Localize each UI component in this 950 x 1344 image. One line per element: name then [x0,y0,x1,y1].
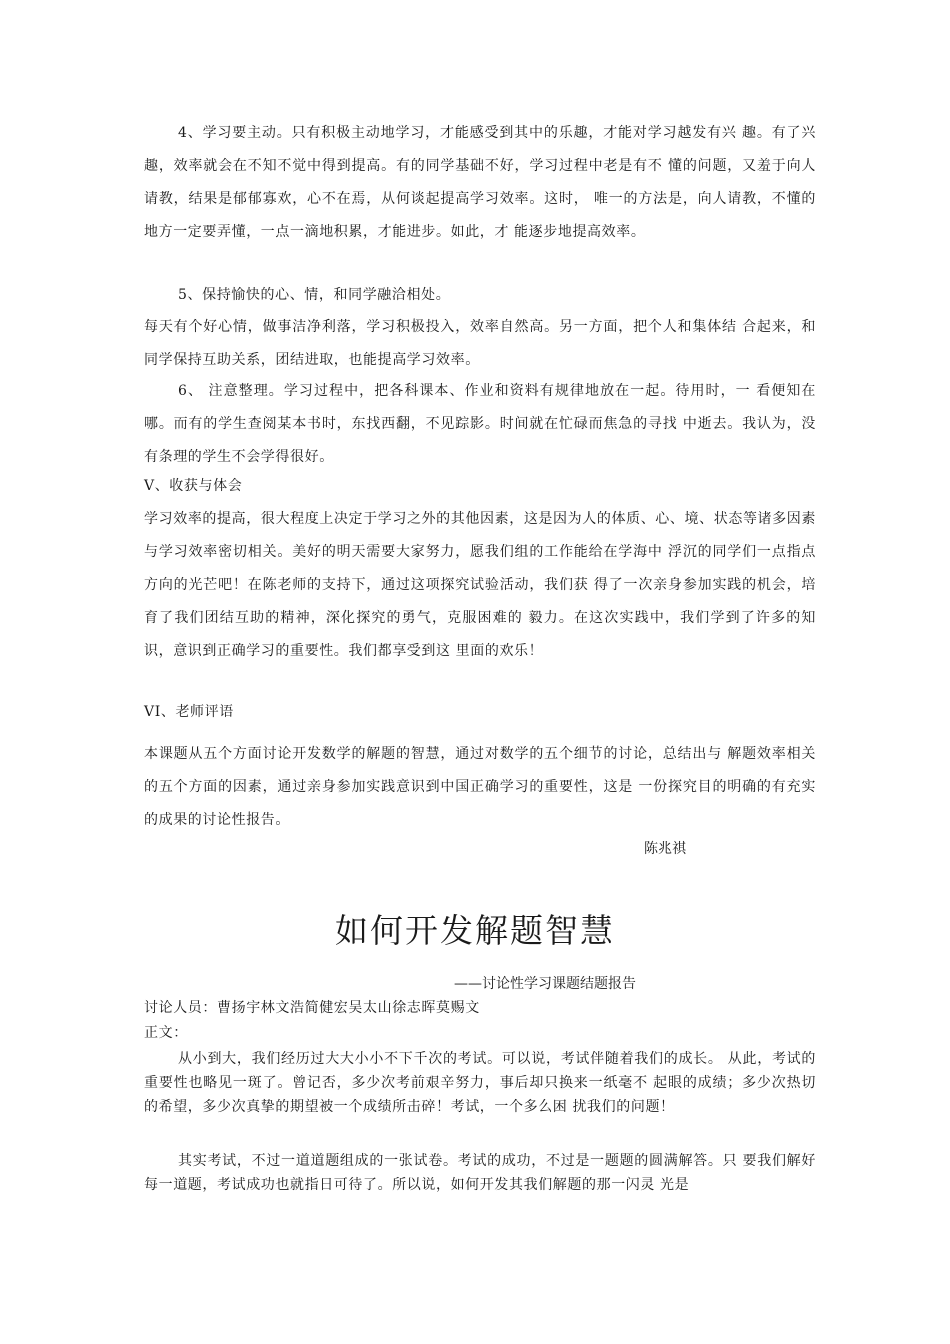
paragraph-gains: 学习效率的提高，很大程度上决定于学习之外的其他因素，这是因为人的体质、心、境、状态等诸多因素与学习效率密切相关。美好的明天需要大家努力，愿我们组的工作能给在学海中 浮沉的同学们一点指点方向的光芒吧！在陈老师的支持下，通过这项探究试验活动，我们获 得了一次亲身参加实践的机会，培育了我们团结互助的精神，深化探究的勇气，克服困难的 毅力。在这次实践中，我们学到了许多的知识，意识到正确学习的重要性。我们都享受到这 里面的欢乐！ [144,511,816,659]
paragraph-organize: 6、 注意整理。学习过程中，把各科课本、作业和资料有规律地放在一起。待用时，一 看便知在哪。而有的学生查阅某本书时，东找西翻，不见踪影。时间就在忙碌而焦急的寻找 中逝去。我认为，没有条理的学生不会学得很好。 [144,383,816,465]
teacher-signature: 陈兆祺 [644,841,686,857]
paragraph-happy-mood-heading: 5、保持愉快的心、情，和同学融洽相处。 [178,287,451,303]
report-title: 如何开发解题智慧 [335,911,615,950]
report-body-label: 正文： [144,1025,188,1041]
section-heading-gains: V、收获与体会 [144,478,243,494]
report-paragraph-1: 从小到大，我们经历过大大小小不下千次的考试。可以说，考试伴随着我们的成长。 从此，考试的重要性也略见一斑了。曾记否，多少次考前艰辛努力，事后却只换来一纸毫不 起眼的成绩；多少次热切的希望，多少次真挚的期望被一个成绩所击碎！考试，一个多么困 扰我们的问题！ [144,1051,816,1115]
report-paragraph-2: 其实考试，不过一道道题组成的一张试卷。考试的成功，不过是一题题的圆满解答。只 要我们解好每一道题，考试成功也就指日可待了。所以说，如何开发其我们解题的那一闪灵 光是 [144,1153,816,1193]
section-heading-teacher-comment: VI、老师评语 [144,704,234,720]
paragraph-study-actively: 4、学习要主动。只有积极主动地学习，才能感受到其中的乐趣，才能对学习越发有兴 趣。有了兴趣，效率就会在不知不觉中得到提高。有的同学基础不好，学习过程中老是有不 懂的问题，又羞于向人请教，结果是郁郁寡欢，心不在焉，从何谈起提高学习效率。这时， 唯一的方法是，向人请教，不懂的地方一定要弄懂，一点一滴地积累，才能进步。如此，才 能逐步地提高效率。 [144,125,816,240]
report-subtitle: ——讨论性学习课题结题报告 [454,976,636,992]
report-members: 讨论人员：曹扬宇林文浩简健宏吴太山徐志晖莫赐文 [144,1000,480,1016]
paragraph-teacher-comment: 本课题从五个方面讨论开发数学的解题的智慧，通过对数学的五个细节的讨论，总结出与 解题效率相关的五个方面的因素，通过亲身参加实践意识到中国正确学习的重要性，这是 一份探究目的明确的有充实的成果的讨论性报告。 [144,746,816,828]
paragraph-happy-mood-body: 每天有个好心情，做事洁净利落，学习积极投入，效率自然高。另一方面，把个人和集体结 合起来，和同学保持互助关系，团结进取，也能提高学习效率。 [144,319,816,368]
